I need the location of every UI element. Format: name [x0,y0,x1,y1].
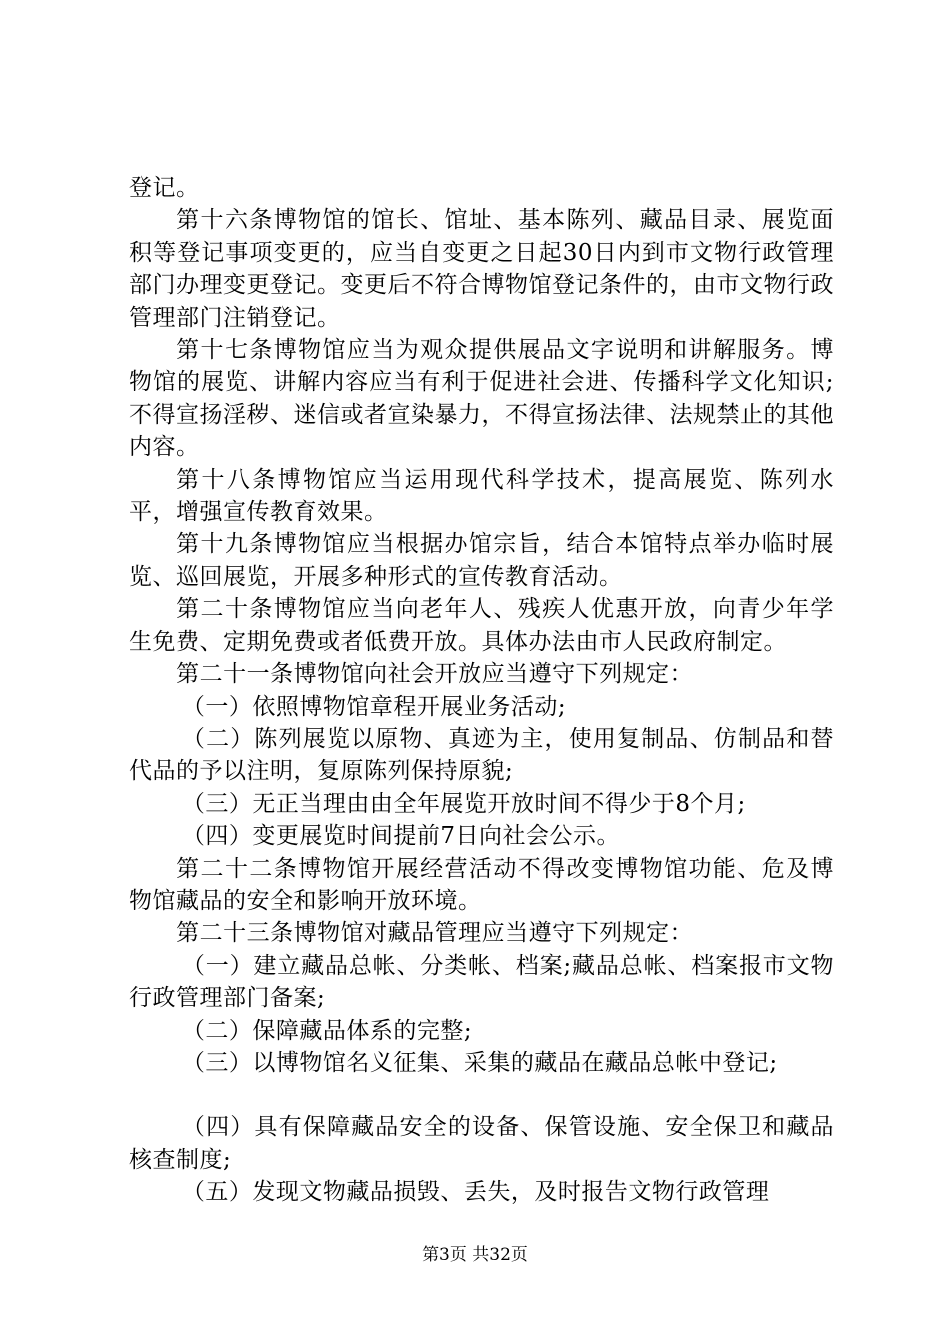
article-23-item-3: （三）以博物馆名义征集、采集的藏品在藏品总帐中登记; [181,1049,778,1076]
page-footer: 第3页 共32页 [422,1245,528,1265]
article-23-item-5: （五）发现文物藏品损毁、丢失，及时报告文物行政管理 [181,1179,770,1206]
article-19: 第十九条博物馆应当根据办馆宗旨，结合本馆特点举办临时展览、巡回展览，开展多种形式的宣传教育活动。 [129,531,834,590]
article-23-item-4: （四）具有保障藏品安全的设备、保管设施、安全保卫和藏品核查制度; [129,1114,834,1173]
article-23: 第二十三条博物馆对藏品管理应当遵守下列规定： [176,920,694,947]
article-23-item-2: （二）保障藏品体系的完整; [181,1017,473,1044]
article-21: 第二十一条博物馆向社会开放应当遵守下列规定： [176,661,694,688]
article-20: 第二十条博物馆应当向老年人、残疾人优惠开放，向青少年学生免费、定期免费或者低费开放。具体办法由市人民政府制定。 [129,596,834,655]
article-21-item-4: （四）变更展览时间提前7日向社会公示。 [181,823,621,850]
article-16: 第十六条博物馆的馆长、馆址、基本陈列、藏品目录、展览面积等登记事项变更的，应当自变更之日起30日内到市文物行政管理部门办理变更登记。变更后不符合博物馆登记条件的，由市文物行政管理部门注销登记。 [129,207,834,331]
article-21-item-2: （二）陈列展览以原物、真迹为主，使用复制品、仿制品和替代品的予以注明，复原陈列保持原貌; [129,725,834,785]
article-21-item-3: （三）无正当理由由全年展览开放时间不得少于8个月; [181,790,746,817]
paragraph-gap [129,1079,834,1111]
article-22: 第二十二条博物馆开展经营活动不得改变博物馆功能、危及博物馆藏品的安全和影响开放环境。 [129,855,834,914]
article-18: 第十八条博物馆应当运用现代科学技术，提高展览、陈列水平，增强宣传教育效果。 [129,466,834,526]
article-23-item-1: （一）建立藏品总帐、分类帐、档案;藏品总帐、档案报市文物行政管理部门备案; [129,952,834,1012]
article-17: 第十七条博物馆应当为观众提供展品文字说明和讲解服务。博物馆的展览、讲解内容应当有利于促进社会进、传播科学文化知识;不得宣扬淫秽、迷信或者宣染暴力，不得宣扬法律、法规禁止的其他内容。 [129,337,834,461]
article-21-item-1: （一）依照博物馆章程开展业务活动; [181,693,567,720]
paragraph-continuation: 登记。 [129,175,200,201]
document-body [129,172,834,1209]
